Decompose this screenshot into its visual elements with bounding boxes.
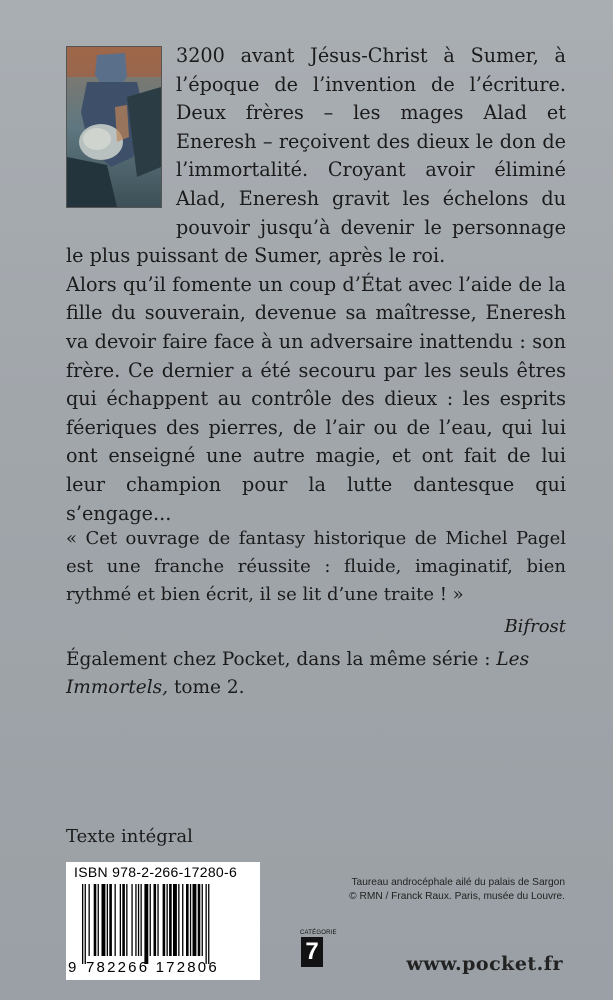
review-quote: « Cet ouvrage de fantasy historique de Michel Pagel est une franche réussite : fluide, imaginatif, bien rythmé et bien écrit, il se lit d’une traite ! » (66, 528, 566, 605)
image-credit (349, 876, 565, 904)
same-series-suffix: tome 2. (168, 677, 245, 698)
same-series-prefix: Également chez Pocket, dans la même série : (66, 649, 497, 670)
review-quote-block (66, 525, 566, 641)
isbn-label: ISBN 978-2-266-17280-6 (74, 864, 238, 880)
blurb-paragraph-1: 3200 avant Jésus-Christ à Sumer, à l’époque de l’invention de l’écriture. Deux frères – les mages Alad et Eneresh – reçoivent des dieux le don de l’immortalité. Croyant avoir éliminé Alad, Eneresh gravit les échelons du pouvoir jusqu’à devenir le personnage le plus puissant de Sumer, après le roi. (66, 44, 566, 268)
lamassu-thumbnail (66, 46, 162, 208)
publisher-website: www.pocket.fr (406, 953, 563, 975)
category-number: 7 (301, 937, 323, 967)
same-series-note (66, 646, 566, 702)
lamassu-image (67, 47, 161, 207)
barcode-icon (82, 884, 252, 964)
review-source: Bifrost (504, 616, 566, 637)
image-credit-line-1: Taureau androcéphale ailé du palais de Sargon (351, 877, 565, 888)
category-label: CATÉGORIE (300, 930, 337, 936)
blurb (66, 42, 566, 528)
blurb-paragraph-2: Alors qu’il fomente un coup d’État avec l’aide de la fille du souverain, devenue sa maîtresse, Eneresh va devoir faire face à un adversaire inattendu : son frère. Ce dernier a été secouru par les seuls êtres qui échappent au contrôle des dieux : les esprits féeriques des pierres, de l’air ou de l’eau, qui lui ont enseigné une autre magie, et ont fait de lui leur champion pour la lutte dantesque qui s’engage... (66, 272, 566, 525)
image-credit-line-2: © RMN / Franck Raux. Paris, musée du Louvre. (349, 891, 565, 902)
edition-note: Texte intégral (66, 826, 193, 847)
ean-first-digit: 9 (68, 959, 77, 976)
series-title: Les Immortels, (66, 649, 530, 698)
category-badge (300, 930, 337, 972)
barcode-panel (66, 862, 260, 980)
ean-digits: 782266 172806 (86, 959, 219, 976)
